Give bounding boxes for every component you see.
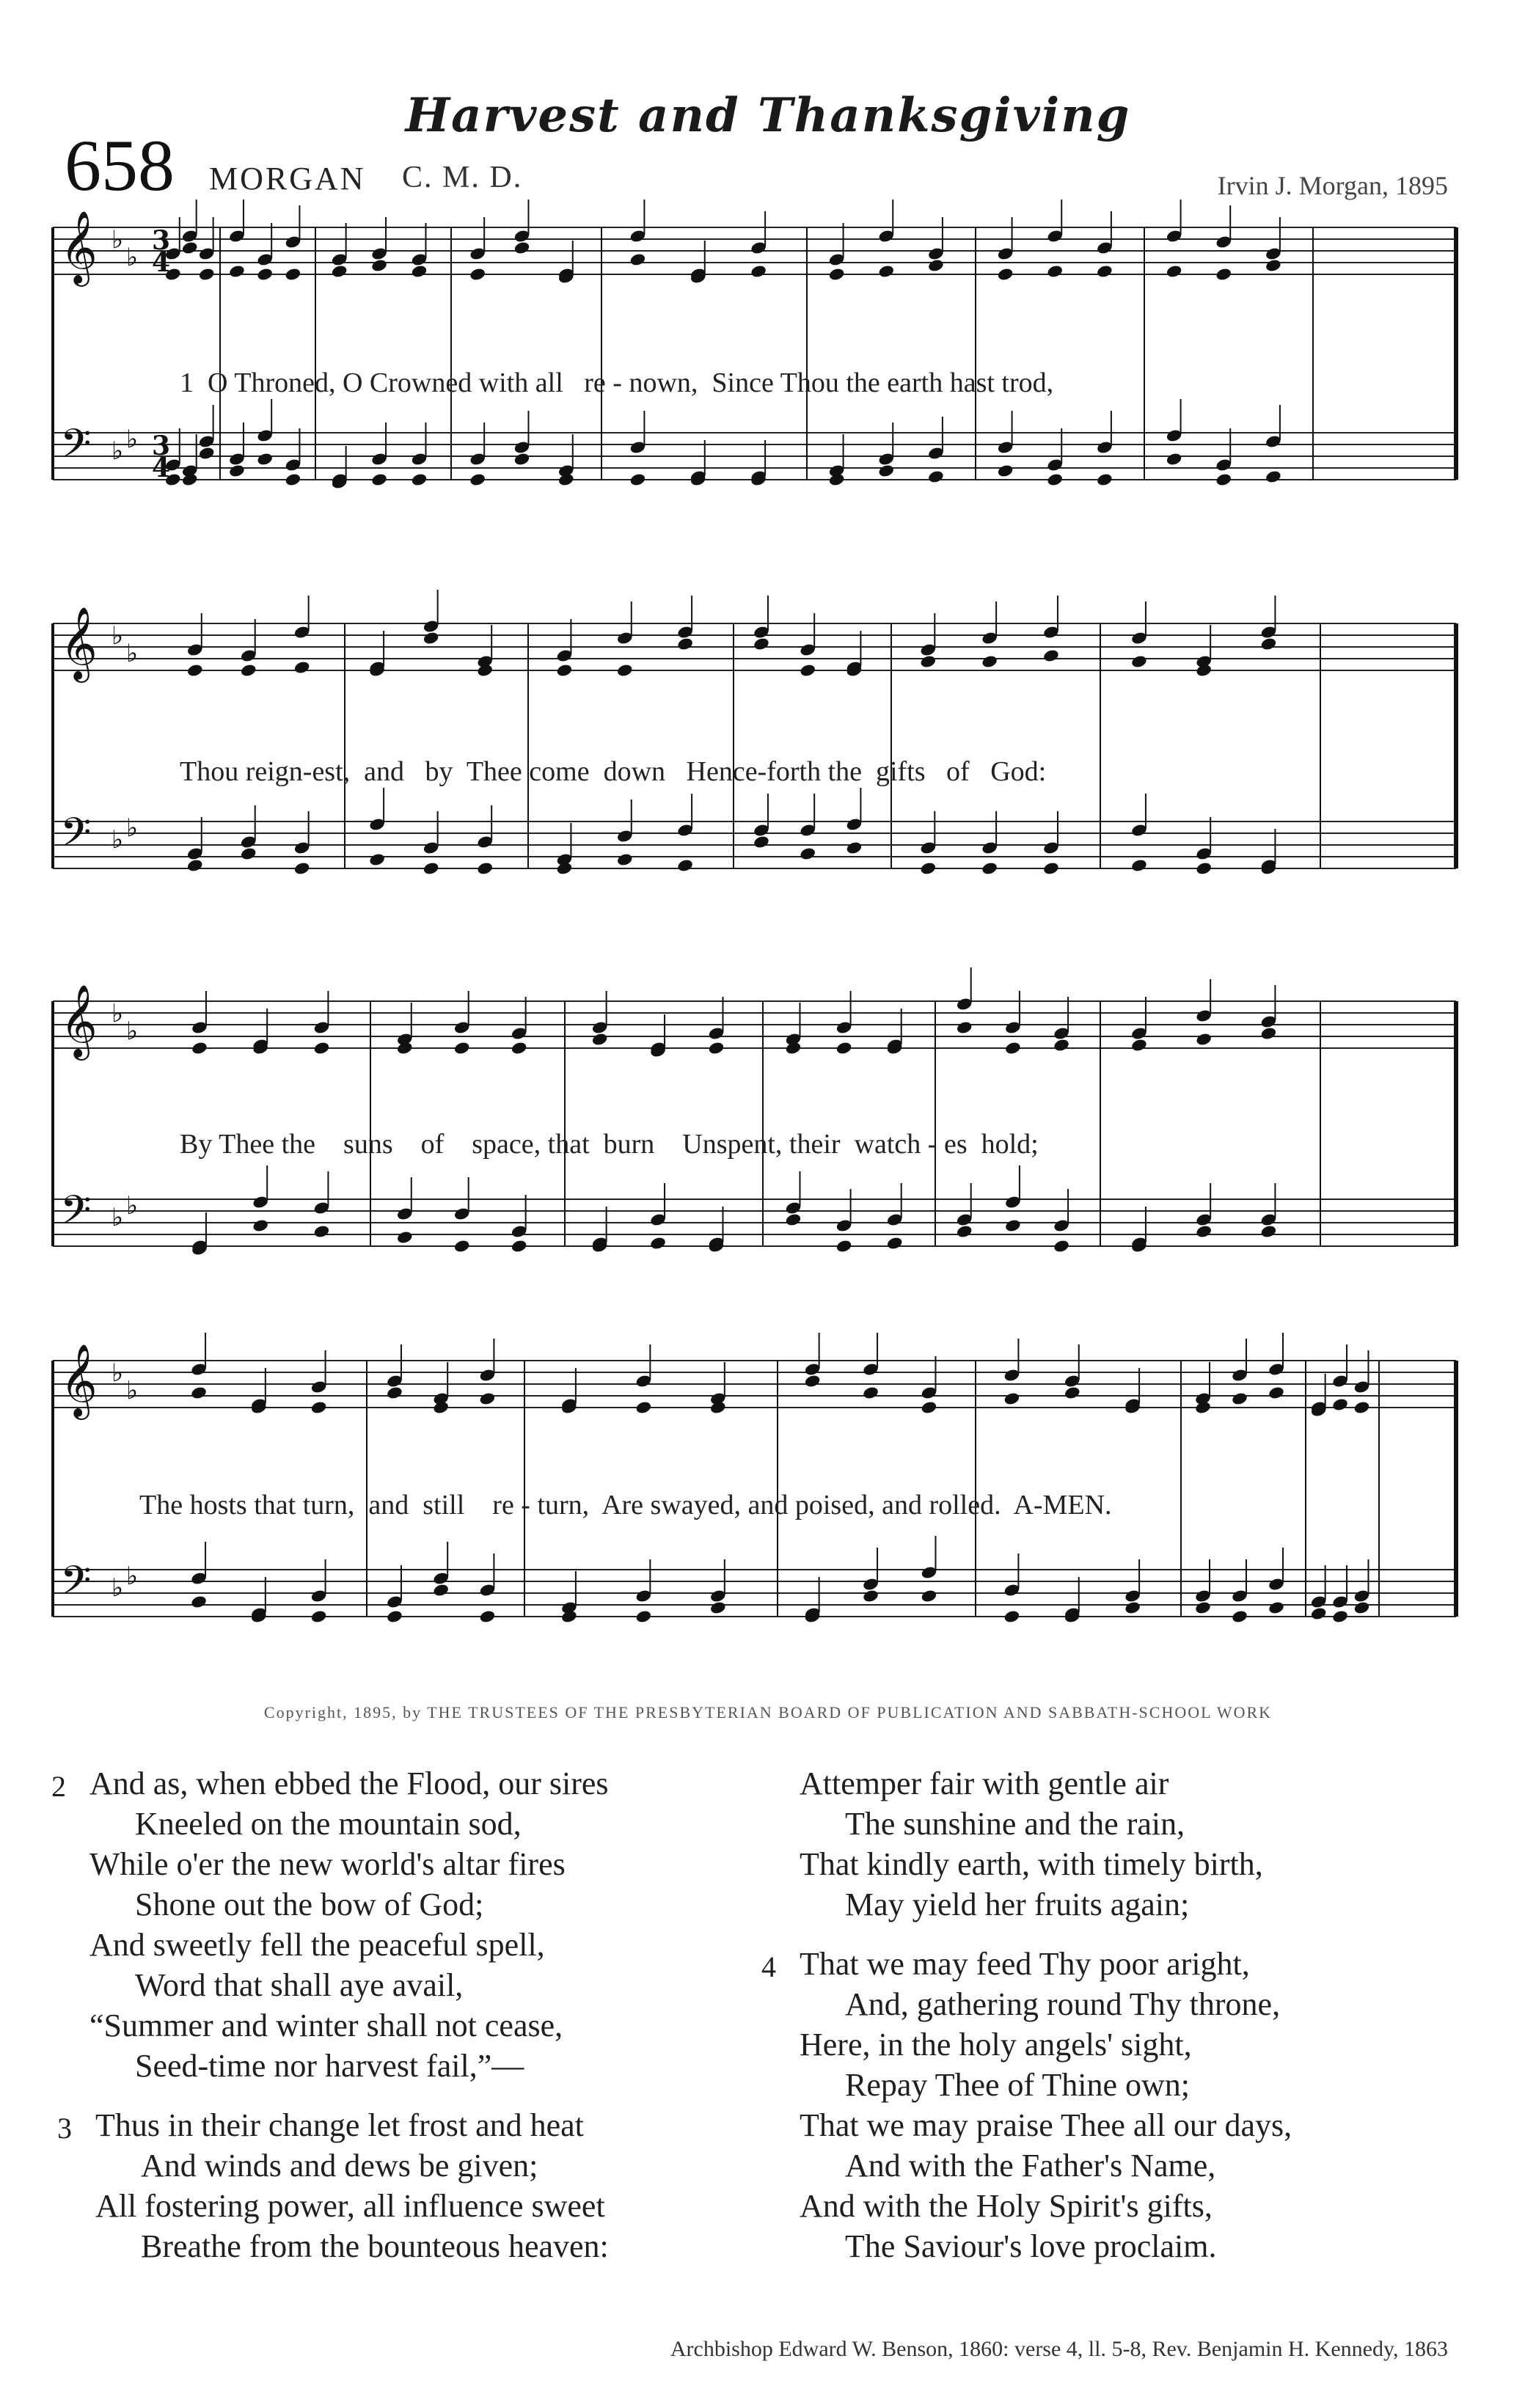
note-head bbox=[313, 1041, 331, 1055]
note-head bbox=[616, 852, 634, 867]
note-head bbox=[750, 264, 767, 279]
note-head bbox=[921, 1400, 938, 1415]
verse-line: Attemper fair with gentle air bbox=[800, 1765, 1169, 1801]
treble-clef-icon: 𝄞 bbox=[60, 1344, 98, 1417]
verse-line: That we may praise Thee all our days, bbox=[800, 2107, 1292, 2143]
verse-line: That kindly earth, with timely birth, bbox=[800, 1846, 1263, 1882]
note-head bbox=[828, 267, 846, 282]
note-head bbox=[799, 846, 816, 861]
note-head bbox=[386, 1386, 403, 1400]
note-head bbox=[1195, 1224, 1213, 1239]
note-head bbox=[511, 1239, 528, 1254]
note-head bbox=[285, 472, 302, 487]
note-head bbox=[862, 1386, 879, 1400]
note-head bbox=[1260, 1026, 1278, 1041]
verse-number: 4 bbox=[761, 1950, 776, 1983]
bass-clef-icon: 𝄢 bbox=[60, 1557, 92, 1614]
note-head bbox=[1003, 1391, 1021, 1406]
bass-clef-icon: 𝄢 bbox=[60, 809, 92, 866]
tune-name: MORGAN bbox=[209, 161, 366, 197]
note-head bbox=[186, 858, 204, 873]
note-head bbox=[423, 861, 440, 876]
note-head bbox=[956, 1224, 973, 1239]
note-head bbox=[1046, 472, 1064, 487]
note-head bbox=[927, 258, 945, 273]
note-head bbox=[1064, 1386, 1081, 1400]
note-head bbox=[785, 1212, 802, 1227]
note-head bbox=[1268, 1386, 1285, 1400]
flat-icon: ♭ bbox=[111, 1573, 124, 1603]
verse-line: May yield her fruits again; bbox=[845, 1886, 1190, 1922]
note-head bbox=[293, 660, 311, 675]
note-head bbox=[386, 1609, 403, 1624]
note-head bbox=[1195, 861, 1213, 876]
verse-line: And with the Father's Name, bbox=[845, 2148, 1216, 2184]
treble-clef-icon: 𝄞 bbox=[60, 211, 98, 284]
note-head bbox=[190, 1386, 208, 1400]
time-signature: 4 bbox=[152, 453, 171, 483]
verse-line: And with the Holy Spirit's gifts, bbox=[800, 2188, 1213, 2224]
note-head bbox=[1096, 264, 1113, 279]
verse-line: And as, when ebbed the Flood, our sires bbox=[89, 1765, 609, 1801]
note-head bbox=[956, 1020, 973, 1035]
note-head bbox=[285, 267, 302, 282]
note-head bbox=[1004, 1218, 1022, 1233]
note-head bbox=[1053, 1239, 1070, 1254]
note-head bbox=[191, 1041, 208, 1055]
bass-clef-icon: 𝄢 bbox=[60, 420, 92, 477]
note-head bbox=[331, 264, 348, 279]
note-head bbox=[753, 835, 770, 849]
time-signature: 4 bbox=[152, 247, 171, 278]
verse-4 bbox=[761, 1944, 1292, 2266]
note-head bbox=[1353, 1400, 1371, 1415]
verse-line: Here, in the holy angels' sight, bbox=[800, 2027, 1192, 2063]
note-head bbox=[479, 1391, 497, 1406]
flat-icon: ♭ bbox=[126, 243, 139, 272]
note-head bbox=[616, 663, 634, 678]
note-head bbox=[186, 663, 204, 678]
note-head bbox=[635, 1609, 653, 1624]
verse-line: Kneeled on the mountain sod, bbox=[135, 1806, 522, 1842]
note-head bbox=[1046, 264, 1064, 279]
note-head bbox=[1003, 1609, 1021, 1624]
note-head bbox=[423, 631, 440, 645]
note-head bbox=[920, 654, 937, 669]
flat-icon: ♭ bbox=[111, 999, 124, 1028]
note-head bbox=[1231, 1609, 1248, 1624]
flat-icon: ♭ bbox=[111, 825, 124, 854]
note-head bbox=[396, 1230, 414, 1245]
note-head bbox=[862, 1589, 879, 1603]
note-head bbox=[1260, 637, 1278, 651]
note-head bbox=[511, 1041, 528, 1055]
flat-icon: ♭ bbox=[126, 1191, 139, 1221]
verse-line: And, gathering round Thy throne, bbox=[845, 1986, 1281, 2022]
note-head bbox=[513, 241, 531, 255]
note-head bbox=[835, 1239, 853, 1254]
flat-icon: ♭ bbox=[111, 1203, 124, 1232]
note-head bbox=[1310, 1606, 1328, 1621]
note-head bbox=[1124, 1600, 1141, 1615]
hymn-number: 658 bbox=[65, 125, 175, 206]
note-head bbox=[709, 1600, 727, 1615]
flat-icon: ♭ bbox=[126, 1017, 139, 1046]
note-head bbox=[1331, 1397, 1349, 1412]
note-head bbox=[676, 858, 694, 873]
verse-line: The sunshine and the rain, bbox=[845, 1806, 1185, 1842]
note-head bbox=[256, 452, 274, 466]
note-head bbox=[1265, 469, 1282, 484]
verse-line: Seed-time nor harvest fail,”— bbox=[135, 2048, 524, 2084]
note-head bbox=[997, 267, 1014, 282]
verse-line: That we may feed Thy poor aright, bbox=[800, 1946, 1250, 1982]
note-head bbox=[1215, 472, 1232, 487]
lyrics-system-2: Thou reign-est, and by Thee come down Hence-forth the gifts of God: bbox=[180, 756, 1047, 787]
note-head bbox=[476, 861, 494, 876]
note-head bbox=[649, 1236, 667, 1251]
note-head bbox=[1166, 452, 1183, 466]
note-head bbox=[190, 1595, 208, 1609]
note-head bbox=[804, 1374, 822, 1388]
note-head bbox=[997, 464, 1014, 478]
note-head bbox=[368, 852, 386, 867]
note-head bbox=[432, 1583, 450, 1598]
note-head bbox=[1231, 1391, 1248, 1406]
flat-icon: ♭ bbox=[126, 639, 139, 668]
treble-clef-icon: 𝄞 bbox=[60, 984, 98, 1058]
verse-line: Thus in their change let frost and heat bbox=[95, 2107, 584, 2143]
verse-line: Word that shall aye avail, bbox=[135, 1967, 464, 2003]
note-head bbox=[1042, 648, 1060, 663]
author-credits: Archbishop Edward W. Benson, 1860: verse 4, ll. 5-8, Rev. Benjamin H. Kennedy, 1863 bbox=[670, 2337, 1448, 2361]
note-head bbox=[1130, 654, 1148, 669]
note-head bbox=[635, 1400, 653, 1415]
lyrics-system-3: By Thee the suns of space, that burn Unspent, their watch - es hold; bbox=[180, 1129, 1039, 1160]
note-head bbox=[629, 252, 647, 267]
note-head bbox=[927, 469, 945, 484]
note-head bbox=[708, 1041, 725, 1055]
note-head bbox=[228, 264, 246, 279]
note-head bbox=[556, 663, 574, 678]
note-head bbox=[513, 452, 531, 466]
flat-icon: ♭ bbox=[111, 436, 124, 466]
note-head bbox=[256, 267, 274, 282]
verse-number: 2 bbox=[51, 1770, 66, 1803]
note-head bbox=[228, 464, 246, 478]
note-head bbox=[453, 1239, 471, 1254]
note-head bbox=[479, 1609, 497, 1624]
note-head bbox=[240, 846, 257, 861]
verse-line: And sweetly fell the peaceful spell, bbox=[89, 1927, 545, 1963]
note-head bbox=[181, 241, 199, 255]
note-head bbox=[469, 267, 486, 282]
note-head bbox=[1130, 858, 1148, 873]
note-head bbox=[1215, 267, 1232, 282]
note-head bbox=[846, 841, 863, 855]
note-head bbox=[1194, 1600, 1212, 1615]
verse-line: Shone out the bow of God; bbox=[135, 1886, 484, 1922]
section-title: Harvest and Thanksgiving bbox=[405, 88, 1131, 143]
note-head bbox=[411, 472, 428, 487]
note-head bbox=[1268, 1600, 1285, 1615]
verse-2 bbox=[51, 1763, 609, 2086]
verse-line: “Summer and winter shall not cease, bbox=[89, 2008, 563, 2043]
note-head bbox=[1353, 1600, 1371, 1615]
note-head bbox=[252, 1218, 269, 1233]
verse-line: And winds and dews be given; bbox=[141, 2148, 538, 2184]
treble-clef-icon: 𝄞 bbox=[60, 607, 98, 680]
flat-icon: ♭ bbox=[126, 1376, 139, 1405]
note-head bbox=[921, 1589, 938, 1603]
note-head bbox=[411, 264, 428, 279]
note-head bbox=[1004, 1041, 1022, 1055]
note-head bbox=[453, 1041, 471, 1055]
note-head bbox=[835, 1041, 853, 1055]
verse-3 bbox=[57, 2105, 609, 2266]
bass-clef-icon: 𝄢 bbox=[60, 1187, 92, 1243]
note-head bbox=[981, 861, 998, 876]
note-head bbox=[1042, 861, 1060, 876]
verse-line: Repay Thee of Thine own; bbox=[845, 2067, 1191, 2103]
note-head bbox=[753, 637, 770, 651]
verse-line: Breathe from the bounteous heaven: bbox=[141, 2228, 609, 2264]
note-head bbox=[1265, 258, 1282, 273]
note-head bbox=[920, 861, 937, 876]
note-head bbox=[799, 663, 816, 678]
flat-icon: ♭ bbox=[111, 621, 124, 651]
note-head bbox=[198, 267, 216, 282]
note-head bbox=[1195, 1032, 1213, 1047]
time-signature: 3 bbox=[152, 225, 171, 256]
note-head bbox=[877, 264, 895, 279]
verse-line: All fostering power, all influence sweet bbox=[95, 2188, 605, 2224]
note-head bbox=[370, 472, 388, 487]
note-head bbox=[877, 464, 895, 478]
note-head bbox=[310, 1609, 328, 1624]
meter: C. M. D. bbox=[402, 161, 523, 194]
lyrics-system-4: The hosts that turn, and still re - turn, Are swayed, and poised, and rolled. A-MEN. bbox=[139, 1490, 1112, 1520]
note-head bbox=[370, 258, 388, 273]
verse-line: While o'er the new world's altar fires bbox=[89, 1846, 566, 1882]
note-head bbox=[313, 1224, 331, 1239]
note-head bbox=[886, 1236, 904, 1251]
note-head bbox=[1260, 1224, 1278, 1239]
flat-icon: ♭ bbox=[126, 1562, 139, 1591]
note-head bbox=[1331, 1609, 1349, 1624]
note-head bbox=[591, 1032, 609, 1047]
note-head bbox=[1166, 264, 1183, 279]
verse-2-continued bbox=[800, 1763, 1263, 1925]
note-head bbox=[1096, 472, 1113, 487]
note-head bbox=[1130, 1038, 1148, 1053]
copyright-notice: Copyright, 1895, by THE TRUSTEES OF THE PRESBYTERIAN BOARD OF PUBLICATION AND SABBATH-SCHOOL WORK bbox=[263, 1703, 1273, 1721]
note-head bbox=[198, 446, 216, 461]
note-head bbox=[1053, 1038, 1070, 1053]
flat-icon: ♭ bbox=[111, 225, 124, 255]
note-head bbox=[469, 472, 486, 487]
note-head bbox=[310, 1400, 328, 1415]
note-head bbox=[981, 654, 998, 669]
note-head bbox=[240, 663, 257, 678]
note-head bbox=[293, 861, 311, 876]
verse-line: The Saviour's love proclaim. bbox=[845, 2228, 1217, 2264]
time-signature: 3 bbox=[152, 431, 171, 461]
composer-credit: Irvin J. Morgan, 1895 bbox=[1217, 171, 1448, 200]
flat-icon: ♭ bbox=[111, 1358, 124, 1388]
verse-number: 3 bbox=[57, 2112, 72, 2145]
flat-icon: ♭ bbox=[126, 813, 139, 843]
note-head bbox=[676, 637, 694, 651]
note-head bbox=[629, 472, 647, 487]
lyrics-system-1: 1 O Throned, O Crowned with all re - nown, Since Thou the earth hast trod, bbox=[180, 367, 1054, 398]
flat-icon: ♭ bbox=[126, 425, 139, 454]
